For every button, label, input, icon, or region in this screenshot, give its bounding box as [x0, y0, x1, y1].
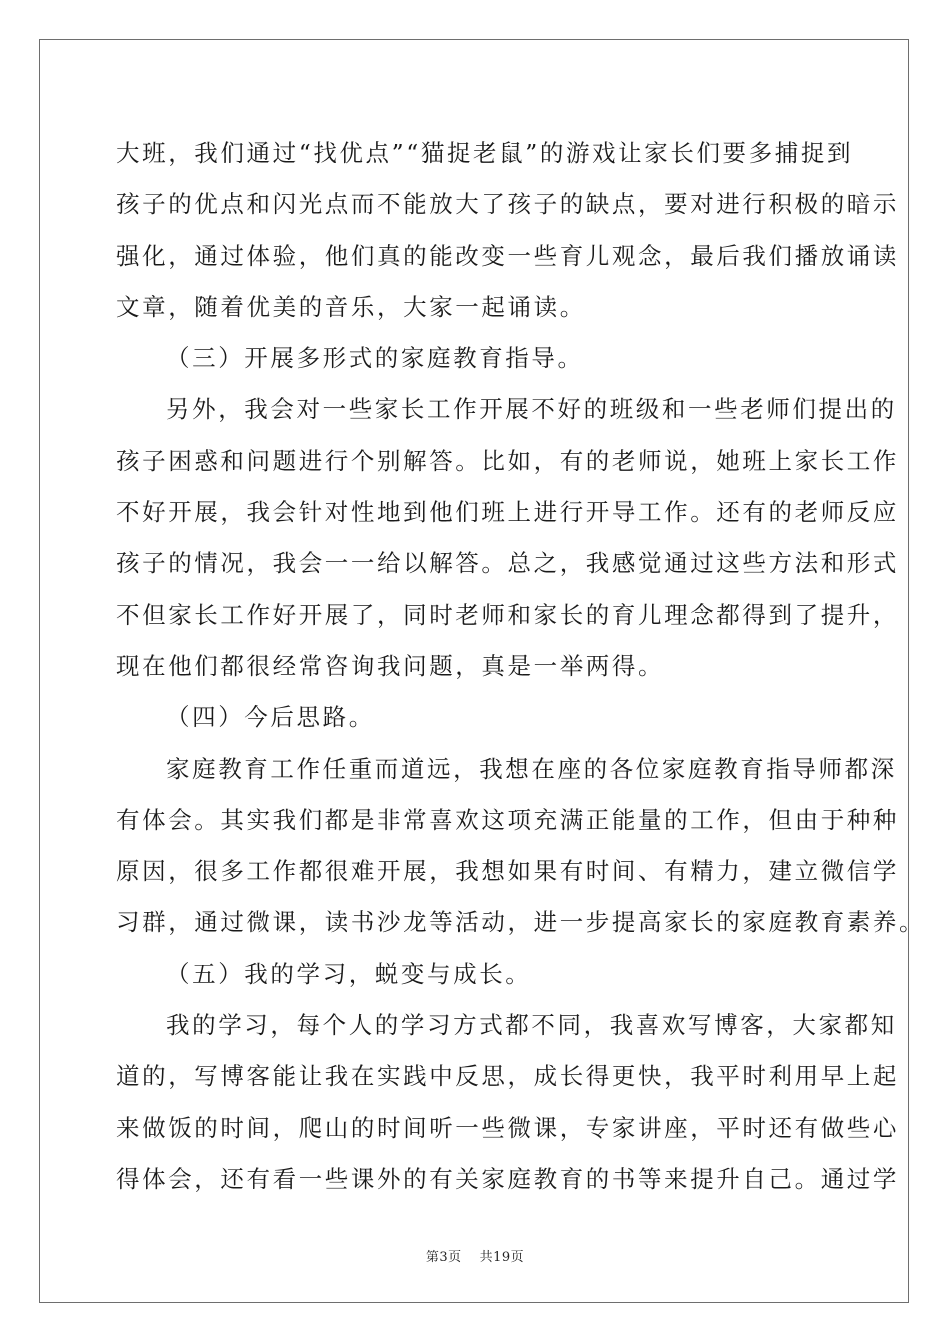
text-line: （三）开展多形式的家庭教育指导。 [166, 344, 584, 373]
text-line: 大班，我们通过“找优点”“猫捉老鼠”的游戏让家长们要多捕捉到 [116, 139, 854, 167]
text-line: 强化，通过体验，他们真的能改变一些育儿观念，最后我们播放诵读 [116, 241, 899, 270]
text-line: 我的学习，每个人的学习方式都不同，我喜欢写博客，大家都知 [166, 1011, 897, 1040]
text-line: 现在他们都很经常咨询我问题，真是一举两得。 [116, 651, 665, 680]
text-lines [116, 128, 926, 1205]
text-line: 得体会，还有看一些课外的有关家庭教育的书等来提升自己。通过学 [116, 1164, 899, 1193]
text-line: 道的，写博客能让我在实践中反思，成长得更快，我平时利用早上起 [116, 1062, 899, 1091]
text-line: 来做饭的时间，爬山的时间听一些微课，专家讲座，平时还有做些心 [116, 1113, 899, 1142]
page-number: 第3页 [425, 1250, 462, 1265]
text-line: 原因，很多工作都很难开展，我想如果有时间、有精力，建立微信学 [116, 857, 899, 886]
text-line: 有体会。其实我们都是非常喜欢这项充满正能量的工作，但由于种种 [116, 805, 899, 834]
text-line: 孩子的优点和闪光点而不能放大了孩子的缺点，要对进行积极的暗示 [116, 190, 899, 219]
text-line: 不好开展，我会针对性地到他们班上进行开导工作。还有的老师反应 [116, 498, 899, 527]
document-body [116, 128, 926, 1205]
text-line: 另外，我会对一些家长工作开展不好的班级和一些老师们提出的 [166, 395, 897, 424]
page-footer [0, 1246, 950, 1265]
text-line: 文章，随着优美的音乐，大家一起诵读。 [116, 292, 586, 321]
text-line: 习群，通过微课，读书沙龙等活动，进一步提高家长的家庭教育素养。 [116, 908, 926, 937]
page-total: 共19页 [479, 1250, 525, 1265]
text-line: 孩子困惑和问题进行个别解答。比如，有的老师说，她班上家长工作 [116, 446, 899, 475]
text-line: 不但家长工作好开展了，同时老师和家长的育儿理念都得到了提升， [116, 600, 899, 629]
text-line: （四）今后思路。 [166, 703, 375, 732]
text-line: 孩子的情况，我会一一给以解答。总之，我感觉通过这些方法和形式 [116, 549, 899, 578]
text-line: 家庭教育工作任重而道远，我想在座的各位家庭教育指导师都深 [166, 754, 897, 783]
text-line: （五）我的学习，蜕变与成长。 [166, 959, 532, 988]
